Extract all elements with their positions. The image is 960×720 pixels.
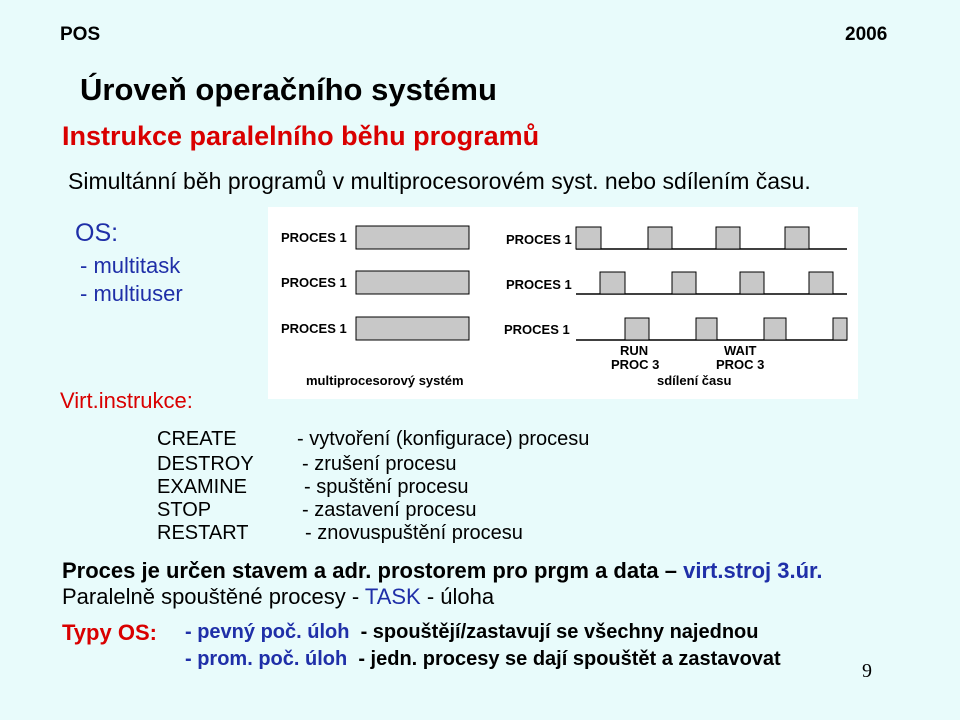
virt-heading: Virt.instrukce: (60, 388, 193, 413)
cmd-create-desc: - vytvoření (konfigurace) procesu (297, 428, 590, 450)
slide-title: Úroveň operačního systému (80, 72, 497, 107)
paralel-suffix: - úloha (420, 584, 495, 609)
timeslice-row3-2 (696, 318, 717, 340)
timeslice-row1-2 (648, 227, 672, 249)
cmd-examine: EXAMINE (157, 476, 248, 498)
right-row-label-3: PROCES 1 (504, 322, 570, 337)
typy-fixed-type: - pevný poč. úloh (185, 621, 350, 643)
typy-os-heading: Typy OS: (62, 620, 157, 645)
right-caption: sdílení času (657, 373, 732, 388)
os-item-multiuser: - multiuser (80, 281, 183, 306)
timeslice-row1-1 (576, 227, 601, 249)
timeslice-row3-1 (625, 318, 649, 340)
intro-line: Simultánní běh programů v multiprocesorovém syst. nebo sdílením času. (68, 168, 811, 194)
cmd-restart-desc: - znovuspuštění procesu (305, 522, 523, 544)
right-row-label-1: PROCES 1 (506, 232, 572, 247)
timeslice-row2-4 (809, 272, 833, 294)
virt-stroj-term: virt.stroj 3.úr. (683, 558, 823, 583)
cmd-stop-desc: - zastavení procesu (302, 499, 477, 521)
timeslice-row1-4 (785, 227, 809, 249)
timeslice-row3-3 (764, 318, 786, 340)
cmd-destroy-desc: - zrušení procesu (302, 453, 457, 475)
header-right: 2006 (845, 24, 888, 45)
proces-line (62, 558, 823, 584)
typy-fixed-desc: - spouštějí/zastavují se všechny najednou (349, 621, 759, 643)
proces-line-text: Proces je určen stavem a adr. prostorem pro prgm a data – (62, 558, 684, 583)
wait-label: WAIT (724, 343, 757, 358)
right-row-label-2: PROCES 1 (506, 277, 572, 292)
paralel-line (62, 584, 494, 610)
page-number: 9 (862, 660, 872, 682)
left-row-label-2: PROCES 1 (281, 275, 347, 290)
typy-variable-type: - prom. poč. úloh (185, 648, 348, 670)
os-heading: OS: (75, 219, 119, 247)
left-bar-3 (356, 317, 469, 340)
cmd-restart: RESTART (157, 522, 249, 544)
typy-variable-desc: - jedn. procesy se dají spouštět a zastavovat (347, 648, 781, 670)
timeslice-row3-4 (833, 318, 847, 340)
cmd-destroy: DESTROY (157, 453, 254, 475)
os-item-multitask: - multitask (80, 253, 181, 278)
wait-proc-label: PROC 3 (716, 357, 765, 372)
paralel-prefix: Paralelně spouštěné procesy - (62, 584, 365, 609)
slide-subtitle: Instrukce paralelního běhu programů (62, 121, 540, 151)
timeslice-row2-1 (600, 272, 625, 294)
cmd-stop: STOP (157, 499, 212, 521)
typy-line-1 (185, 621, 758, 644)
timeslice-row2-2 (672, 272, 696, 294)
left-row-label-3: PROCES 1 (281, 321, 347, 336)
left-row-label-1: PROCES 1 (281, 230, 347, 245)
run-proc-label: PROC 3 (611, 357, 660, 372)
timeslice-row2-3 (740, 272, 764, 294)
task-term: TASK (364, 584, 421, 609)
left-caption: multiprocesorový systém (306, 373, 464, 388)
cmd-create: CREATE (157, 428, 237, 450)
timeslice-row1-3 (716, 227, 740, 249)
run-label: RUN (620, 343, 649, 358)
cmd-examine-desc: - spuštění procesu (304, 476, 469, 498)
left-bar-2 (356, 271, 469, 294)
left-bar-1 (356, 226, 469, 249)
process-diagram (268, 207, 858, 399)
header-left: POS (60, 24, 101, 45)
typy-line-2 (185, 648, 781, 671)
